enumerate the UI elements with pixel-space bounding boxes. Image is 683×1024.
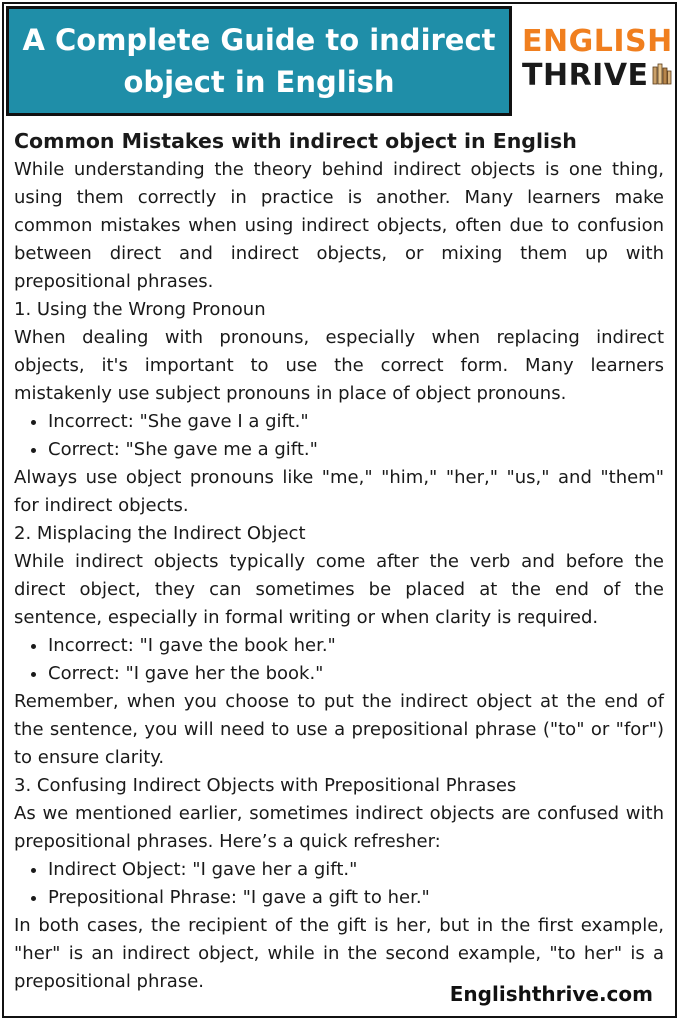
intro-paragraph: While understanding the theory behind indirect objects is one thing, using them correctly in practice is another. Many learners make common mistakes when using indirect objects, often due to confusion between direct and indirect objects, or mixing them up with prepositional phrases. — [14, 159, 664, 292]
subsection-title-2: 2. Misplacing the Indirect Object — [14, 523, 306, 544]
english-thrive-logo — [522, 26, 672, 101]
subsection-body-2: While indirect objects typically come after the verb and before the direct object, they can sometimes be placed at the end of the sentence, especially in formal writing or when clarity is required. — [14, 551, 664, 628]
page-title-line-1: A Complete Guide to indirect — [22, 23, 496, 57]
list-item: • Correct: "I gave her the book." — [48, 660, 664, 688]
website-footer: Englishthrive.com — [449, 982, 653, 1006]
list-item: • Incorrect: "I gave the book her." — [48, 632, 664, 660]
list-item: • Correct: "She gave me a gift." — [48, 436, 664, 464]
subsection-note-3: In both cases, the recipient of the gift is her, but in the first example, "her" is an indirect object, while in the second example, "to her" is a prepositional phrase. — [14, 915, 664, 992]
subsection-body-3: As we mentioned earlier, sometimes indirect objects are confused with prepositional phrases. Here’s a quick refresher: — [14, 803, 664, 852]
subsection-note-2: Remember, when you choose to put the indirect object at the end of the sentence, you will need to use a prepositional phrase ("to" or "for") to ensure clarity. — [14, 691, 664, 768]
example-list-1 — [14, 408, 664, 464]
example-list-3 — [14, 856, 664, 912]
logo-text-thrive-row — [522, 58, 672, 94]
list-item: • Indirect Object: "I gave her a gift." — [48, 856, 664, 884]
logo-text-english: ENGLISH — [522, 24, 673, 59]
section-heading: Common Mistakes with indirect object in English — [14, 129, 577, 153]
logo-text-thrive: THRIVE — [522, 58, 649, 93]
subsection-title-1: 1. Using the Wrong Pronoun — [14, 299, 266, 320]
books-icon — [652, 58, 672, 94]
subsection-title-3: 3. Confusing Indirect Objects with Prepositional Phrases — [14, 775, 517, 796]
page-title-line-2: object in English — [123, 65, 395, 99]
subsection-body-1: When dealing with pronouns, especially when replacing indirect objects, it's important to use the correct form. Many learners mistakenly use subject pronouns in place of object pronouns. — [14, 327, 664, 404]
title-banner — [6, 6, 512, 116]
article-body — [14, 126, 664, 996]
subsection-note-1: Always use object pronouns like "me," "him," "her," "us," and "them" for indirect objects. — [14, 467, 664, 516]
example-list-2 — [14, 632, 664, 688]
list-item: • Incorrect: "She gave I a gift." — [48, 408, 664, 436]
list-item: • Prepositional Phrase: "I gave a gift to her." — [48, 884, 664, 912]
